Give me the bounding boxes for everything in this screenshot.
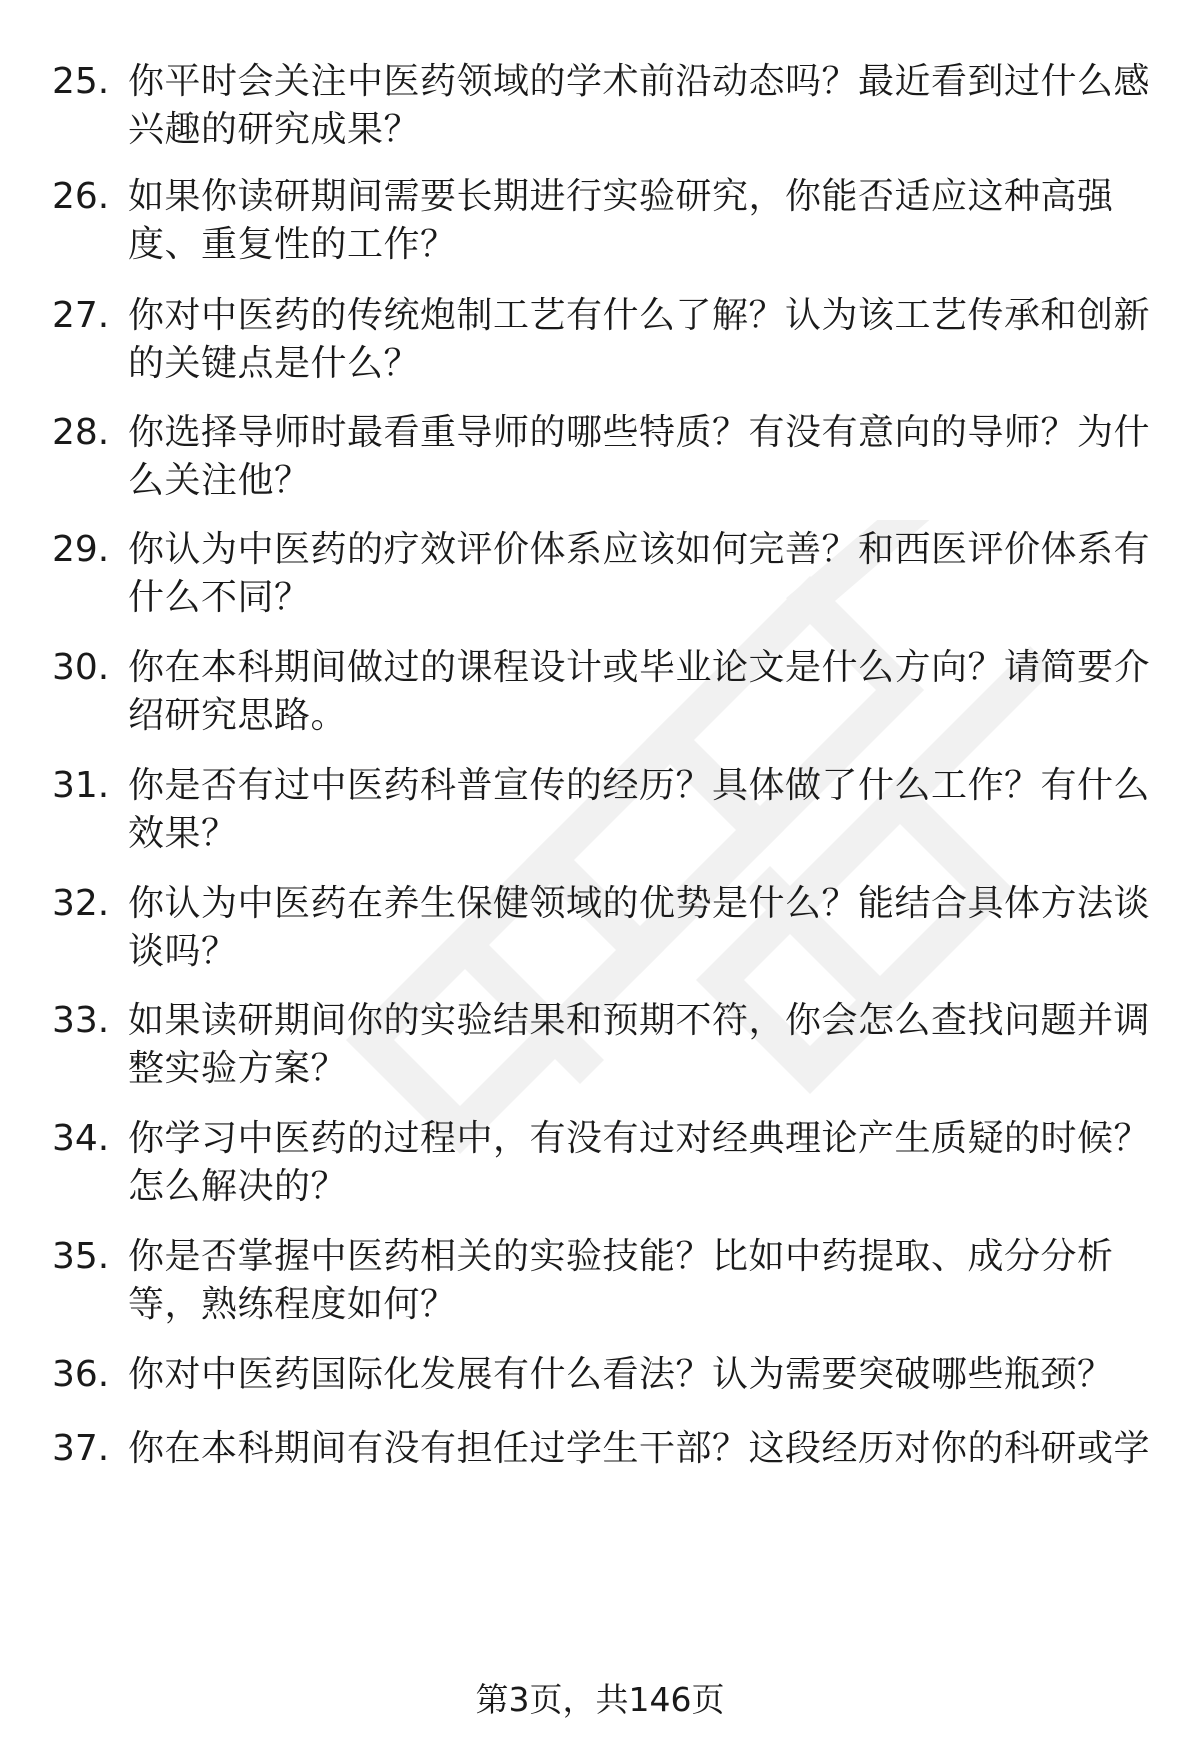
- question-number: 26.: [52, 176, 110, 217]
- question-number: 35.: [52, 1236, 110, 1277]
- question-text: 你认为中医药在养生保健领域的优势是什么？能结合具体方法谈谈吗？: [128, 883, 1151, 972]
- question-item-34: [52, 1115, 1152, 1211]
- question-item-29: [52, 526, 1152, 622]
- question-text: 你平时会关注中医药领域的学术前沿动态吗？最近看到过什么感兴趣的研究成果？: [128, 61, 1151, 150]
- question-item-36: [52, 1351, 1152, 1399]
- question-text: 你在本科期间做过的课程设计或毕业论文是什么方向？请简要介绍研究思路。: [128, 647, 1151, 736]
- question-number: 29.: [52, 529, 110, 570]
- question-item-25: [52, 58, 1152, 154]
- question-number: 36.: [52, 1354, 110, 1395]
- question-text: 你选择导师时最看重导师的哪些特质？有没有意向的导师？为什么关注他？: [128, 412, 1151, 501]
- question-number: 31.: [52, 765, 110, 806]
- question-item-27: [52, 292, 1152, 388]
- question-item-33: [52, 997, 1152, 1093]
- question-text: 你在本科期间有没有担任过学生干部？这段经历对你的科研或学: [128, 1428, 1151, 1469]
- question-text: 你是否有过中医药科普宣传的经历？具体做了什么工作？有什么效果？: [128, 765, 1151, 854]
- question-number: 27.: [52, 295, 110, 336]
- question-text: 你对中医药的传统炮制工艺有什么了解？认为该工艺传承和创新的关键点是什么？: [128, 295, 1151, 384]
- question-item-32: [52, 880, 1152, 976]
- question-item-35: [52, 1233, 1152, 1329]
- question-number: 28.: [52, 412, 110, 453]
- question-text: 如果你读研期间需要长期进行实验研究，你能否适应这种高强度、重复性的工作？: [128, 176, 1114, 265]
- question-number: 34.: [52, 1118, 110, 1159]
- question-text: 你是否掌握中医药相关的实验技能？比如中药提取、成分分析等，熟练程度如何？: [128, 1236, 1114, 1325]
- question-number: 30.: [52, 647, 110, 688]
- question-number: 32.: [52, 883, 110, 924]
- question-text: 你对中医药国际化发展有什么看法？认为需要突破哪些瓶颈？: [128, 1354, 1114, 1395]
- question-text: 你认为中医药的疗效评价体系应该如何完善？和西医评价体系有什么不同？: [128, 529, 1151, 618]
- question-item-37: [52, 1425, 1152, 1473]
- page-footer: 第3页，共146页: [475, 1680, 725, 1719]
- question-item-31: [52, 762, 1152, 858]
- question-item-30: [52, 644, 1152, 740]
- question-item-28: [52, 409, 1152, 505]
- question-item-26: [52, 173, 1152, 269]
- question-text: 如果读研期间你的实验结果和预期不符，你会怎么查找问题并调整实验方案？: [128, 1000, 1151, 1089]
- question-number: 25.: [52, 61, 110, 102]
- question-number: 33.: [52, 1000, 110, 1041]
- question-text: 你学习中医药的过程中，有没有过对经典理论产生质疑的时候？怎么解决的？: [128, 1118, 1151, 1207]
- question-number: 37.: [52, 1428, 110, 1469]
